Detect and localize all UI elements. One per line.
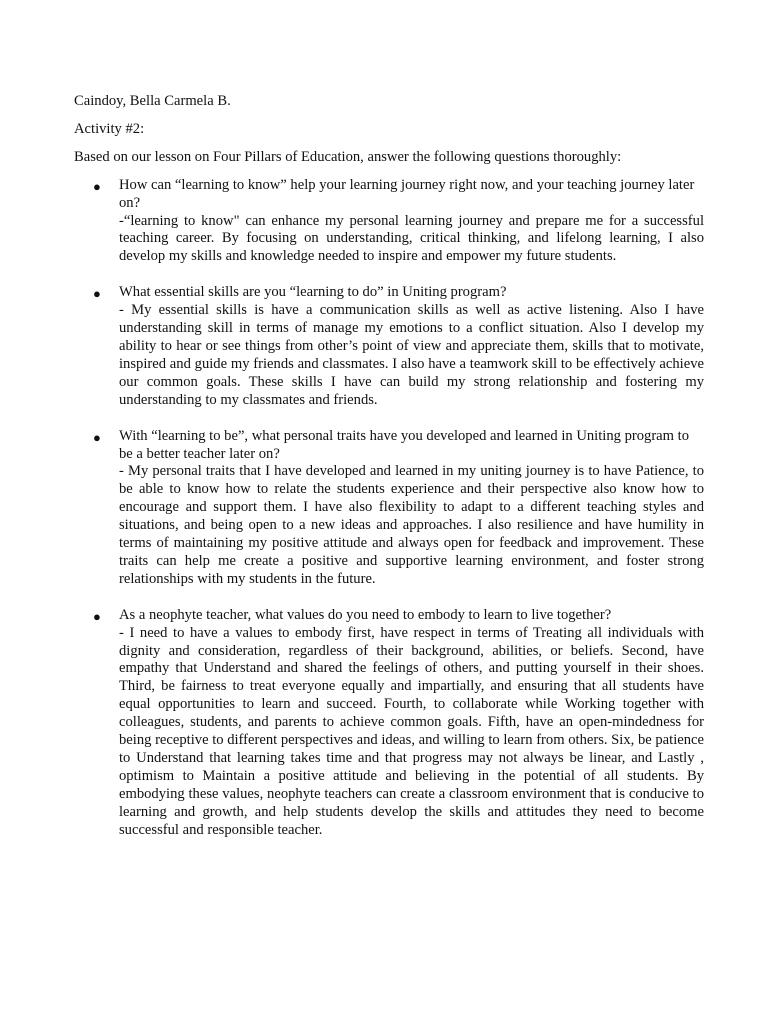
question-text: How can “learning to know” help your learning journey right now, and your teaching journey later on? — [119, 176, 695, 211]
answer-text: -“learning to know" can enhance my personal learning journey and prepare me for a successful teaching career. By focusing on understanding, critical thinking, and lifelong learning, I also develop my skills and knowledge needed to inspire and empower my future students. — [119, 212, 704, 265]
question-text: What essential skills are you “learning to do” in Uniting program? — [119, 284, 507, 301]
question-list — [74, 177, 704, 840]
answer-text: - My personal traits that I have developed and learned in my uniting journey is to have Patience, to be able to know how to relate the students experience and their perspective also know how to encourage and support them. I have also flexibility to adapt to a different teaching styles and situations, and being open to a new ideas and approaches. I also resilience and have humility in terms of maintaining my positive attitude and always open for feedback and improvement. These traits can help me create a positive and supportive learning environment, and foster strong relationships with my students in the future. — [119, 463, 704, 587]
question-item-1 — [74, 177, 704, 267]
document-page — [74, 93, 704, 858]
bullet-icon: ● — [93, 178, 101, 194]
question-text: With “learning to be”, what personal traits have you developed and learned in Uniting program to be a better teacher later on? — [119, 427, 690, 462]
question-item-3 — [74, 428, 704, 589]
bullet-icon: ● — [93, 608, 101, 624]
answer-text: - My essential skills is have a communication skills as well as active listening. Also I have understanding skill in terms of manage my emotions to a conflict situation. Also I develop my ability to hear or see things from other’s point of view and appreciate them, skills that to motivate, inspired and guide my friends and classmates. I also have a teamwork skill to be effectively achieve our common goals. These skills I have can build my strong relationship and fostering my understanding to my classmates and friends. — [119, 302, 704, 408]
activity-title: Activity #2: — [74, 120, 145, 137]
question-item-4 — [74, 607, 704, 840]
bullet-icon: ● — [93, 429, 101, 445]
answer-text: - I need to have a values to embody first, have respect in terms of Treating all individuals with dignity and consideration, regardless of their background, abilities, or beliefs. Second, have empathy that Understand and shared the feelings of others, and putting yourself in their shoes. Third, be fairness to treat everyone equally and impartially, and ensuring that all students have equal opportunities to learn and succeed. Fourth, to collaborate while Working together with colleagues, students, and parents to achieve common goals. Fifth, have an open-mindedness for being receptive to different perspectives and ideas, and willing to learn from others. Six, be patience to Understand that learning takes time and that progress may not always be linear, and Lastly , optimism to Maintain a positive attitude and believing in the potential of all students. By embodying these values, neophyte teachers can create a classroom environment that is conducive to learning and growth, and help students develop the skills and attitudes they need to become successful and responsible teacher. — [119, 624, 704, 838]
instructions: Based on our lesson on Four Pillars of Education, answer the following questions thoroughly: — [74, 148, 622, 165]
question-item-2 — [74, 284, 704, 409]
question-text: As a neophyte teacher, what values do you need to embody to learn to live together? — [119, 606, 612, 623]
student-name: Caindoy, Bella Carmela B. — [74, 93, 231, 109]
bullet-icon: ● — [93, 286, 101, 302]
